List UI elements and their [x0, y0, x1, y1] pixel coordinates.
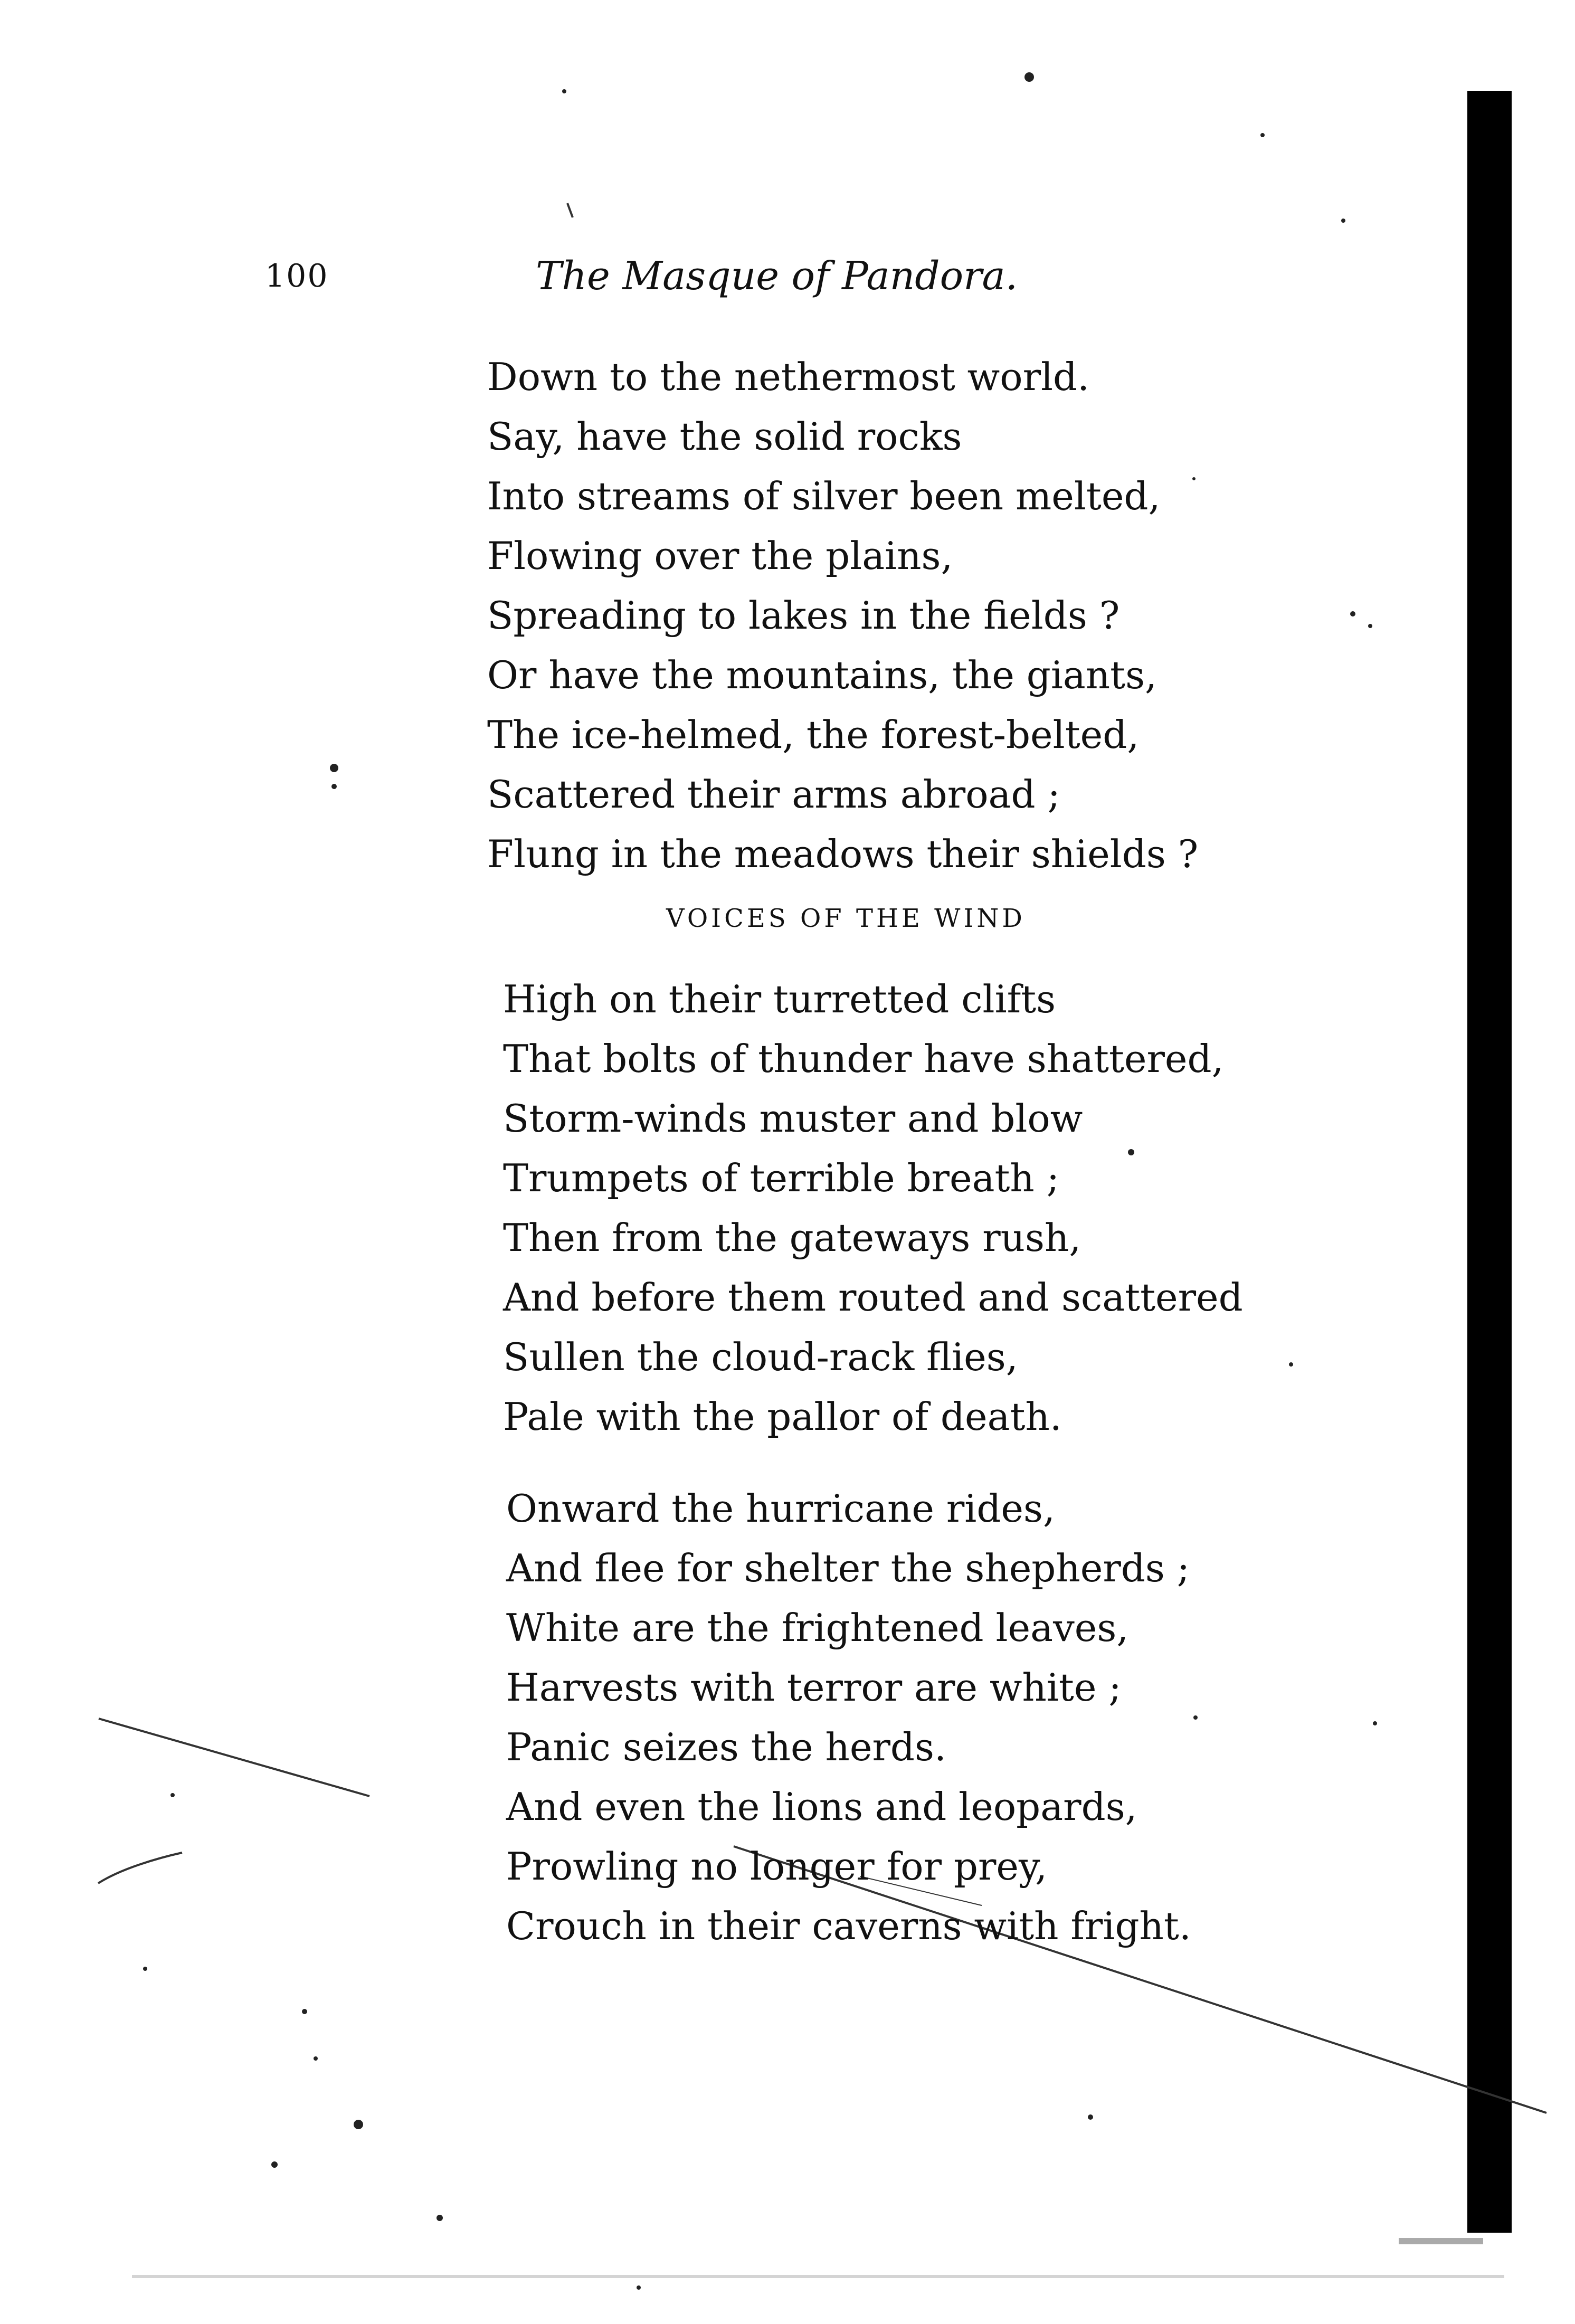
- verse-line: Sullen the cloud-rack flies,: [503, 1335, 1018, 1379]
- verse-line: High on their turretted clifts: [503, 977, 1056, 1021]
- verse-line: That bolts of thunder have shattered,: [503, 1037, 1224, 1081]
- verse-line: Crouch in their caverns with fright.: [506, 1904, 1191, 1948]
- verse-line: Flowing over the plains,: [487, 534, 953, 578]
- verse-line: Onward the hurricane rides,: [506, 1486, 1055, 1531]
- page-number: 100: [265, 258, 329, 295]
- verse-line: Harvests with terror are white ;: [506, 1665, 1122, 1710]
- stanza-3: [506, 1479, 1191, 1956]
- verse-line: And flee for shelter the shepherds ;: [506, 1546, 1190, 1590]
- verse-line: Spreading to lakes in the fields ?: [487, 593, 1120, 638]
- verse-line: Say, have the solid rocks: [487, 414, 962, 459]
- stanza-1: [487, 347, 1198, 884]
- verse-line: Flung in the meadows their shields ?: [487, 832, 1199, 876]
- verse-line: Pale with the pallor of death.: [503, 1395, 1062, 1439]
- running-head: The Masque of Pandora.: [536, 253, 1018, 299]
- verse-line: Prowling no longer for prey,: [506, 1844, 1048, 1889]
- stanza-2: [503, 970, 1243, 1447]
- verse-line: Panic seizes the herds.: [506, 1725, 946, 1769]
- verse-line: Into streams of silver been melted,: [487, 474, 1161, 518]
- verse-line: Storm-winds muster and blow: [503, 1096, 1083, 1141]
- page-edge-shadow: [1467, 91, 1512, 2233]
- verse-line: Trumpets of terrible breath ;: [503, 1156, 1059, 1200]
- verse-line: And before them routed and scattered: [503, 1275, 1243, 1320]
- verse-line: Then from the gateways rush,: [503, 1216, 1081, 1260]
- verse-line: Down to the nethermost world.: [487, 355, 1090, 399]
- verse-line: And even the lions and leopards,: [506, 1785, 1137, 1829]
- verse-line: The ice-helmed, the forest-belted,: [487, 713, 1140, 757]
- section-heading: VOICES OF THE WIND: [666, 904, 1026, 933]
- verse-line: Or have the mountains, the giants,: [487, 653, 1157, 697]
- verse-line: White are the frightened leaves,: [506, 1606, 1129, 1650]
- verse-line: Scattered their arms abroad ;: [487, 772, 1060, 817]
